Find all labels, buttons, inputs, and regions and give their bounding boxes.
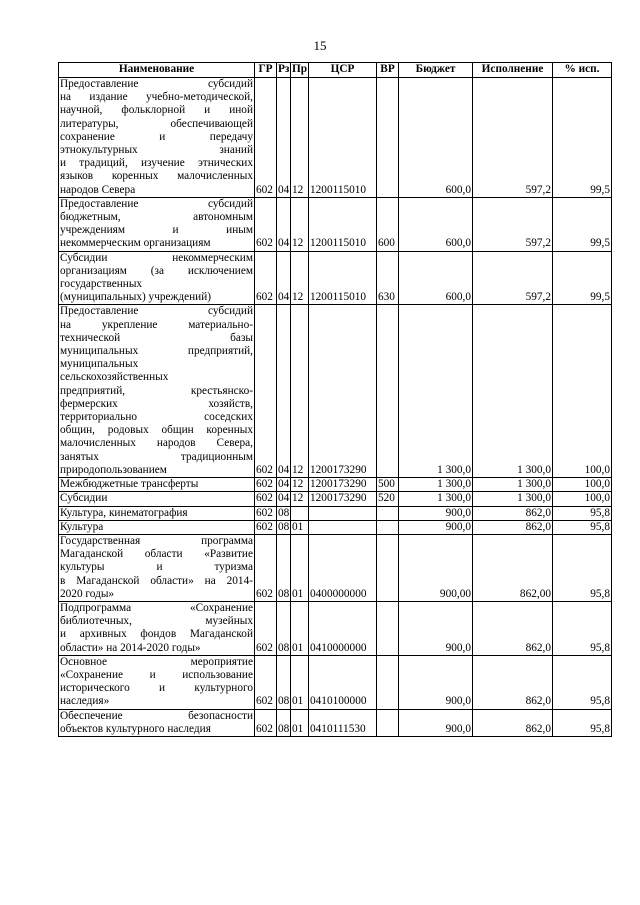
name-line: малочисленных народов Севера, xyxy=(60,437,253,450)
cell-rz: 04 xyxy=(278,478,290,491)
cell-gr: 602 xyxy=(255,478,277,492)
cell-execution: 862,0 xyxy=(473,506,553,520)
name-line: исторического и культурного xyxy=(60,682,253,695)
cell-name xyxy=(59,251,255,305)
table-row xyxy=(59,520,612,534)
cell-gr: 602 xyxy=(255,78,277,198)
cell-rz: 04 xyxy=(277,197,291,251)
cell-gr: 602 xyxy=(255,506,277,520)
header-vr: ВР xyxy=(377,63,399,78)
cell-csr xyxy=(309,520,377,534)
cell-name xyxy=(59,709,255,736)
name-line: некоммерческим организациям xyxy=(60,237,211,250)
cell-pr: 12 xyxy=(291,251,309,305)
name-line: Субсидии xyxy=(60,492,108,505)
cell-percent: 99,5 xyxy=(553,78,612,198)
cell-name xyxy=(59,305,255,478)
name-line: муниципальных xyxy=(60,358,139,371)
cell-gr: 602 xyxy=(255,305,277,478)
cell-execution: 1 300,0 xyxy=(473,478,553,492)
header-pr: Пр xyxy=(291,63,309,78)
cell-csr: 0400000000 xyxy=(309,534,377,601)
cell-name xyxy=(59,197,255,251)
name-line: государственных xyxy=(60,278,143,291)
name-line: организациям (за исключением xyxy=(60,264,253,277)
cell-rz: 08 xyxy=(277,709,291,736)
name-line: и традиций, изучение этнических xyxy=(60,157,253,170)
name-line: общин, родовых общин коренных xyxy=(60,424,253,437)
name-line: Подпрограмма «Сохранение xyxy=(60,601,253,614)
name-line: 2020 годы» xyxy=(60,587,115,600)
cell-gr: 602 xyxy=(255,197,277,251)
cell-gr: 602 xyxy=(255,534,277,601)
table-row xyxy=(59,534,612,601)
cell-vr xyxy=(377,305,399,478)
cell-pr xyxy=(291,506,309,520)
cell-vr xyxy=(377,534,399,601)
cell-vr xyxy=(377,601,399,655)
cell-percent: 99,5 xyxy=(553,197,612,251)
cell-vr: 520 xyxy=(377,492,399,506)
name-line: и архивных фондов Магаданской xyxy=(60,628,253,641)
cell-vr xyxy=(377,78,399,198)
name-line: фермерских хозяйств, xyxy=(60,397,253,410)
cell-budget: 900,00 xyxy=(399,534,473,601)
cell-pr: 12 xyxy=(291,197,309,251)
cell-gr: 602 xyxy=(255,492,277,506)
cell-csr: 0410000000 xyxy=(309,601,377,655)
name-line: языков коренных малочисленных xyxy=(60,170,253,183)
name-line: в Магаданской области» на 2014- xyxy=(60,574,253,587)
cell-percent: 95,8 xyxy=(553,534,612,601)
name-line: Предоставление субсидий xyxy=(60,305,253,318)
cell-budget: 900,0 xyxy=(399,506,473,520)
cell-execution: 597,2 xyxy=(473,251,553,305)
cell-name xyxy=(59,520,255,534)
cell-name xyxy=(59,492,255,506)
cell-pr: 12 xyxy=(291,78,309,198)
name-line: на укрепление материально- xyxy=(60,318,253,331)
header-execution: Исполнение xyxy=(473,63,553,78)
cell-rz: 08 xyxy=(277,534,291,601)
cell-name xyxy=(59,506,255,520)
cell-pr: 01 xyxy=(291,655,309,709)
cell-rz: 08 xyxy=(277,655,291,709)
cell-budget: 1 300,0 xyxy=(399,478,473,492)
cell-gr: 602 xyxy=(255,655,277,709)
name-line: Межбюджетные трансферты xyxy=(60,478,199,491)
cell-percent: 95,8 xyxy=(553,601,612,655)
cell-csr: 1200115010 xyxy=(309,251,377,305)
name-line: бюджетным, автономным xyxy=(60,211,253,224)
name-line: Субсидии некоммерческим xyxy=(60,251,253,264)
cell-percent: 100,0 xyxy=(553,305,612,478)
cell-pr: 12 xyxy=(291,478,309,492)
cell-execution: 862,0 xyxy=(473,655,553,709)
cell-name xyxy=(59,655,255,709)
cell-execution: 862,0 xyxy=(473,709,553,736)
cell-csr: 0410100000 xyxy=(309,655,377,709)
name-line: этнокультурных знаний xyxy=(60,144,253,157)
cell-pr: 01 xyxy=(291,709,309,736)
cell-name xyxy=(59,478,255,492)
cell-budget: 600,0 xyxy=(399,78,473,198)
table-row xyxy=(59,305,612,478)
cell-budget: 1 300,0 xyxy=(399,492,473,506)
cell-execution: 862,0 xyxy=(473,520,553,534)
table-row xyxy=(59,78,612,198)
cell-budget: 900,0 xyxy=(399,520,473,534)
name-line: Магаданской области «Развитие xyxy=(60,548,253,561)
name-line: занятых традиционным xyxy=(60,450,253,463)
cell-csr: 1200115010 xyxy=(309,197,377,251)
name-line: «Сохранение и использование xyxy=(60,668,253,681)
cell-rz: 04 xyxy=(277,251,291,305)
cell-rz: 08 xyxy=(277,601,291,655)
cell-csr: 1200173290 xyxy=(309,478,377,492)
cell-rz: 04 xyxy=(277,305,291,478)
table-row xyxy=(59,506,612,520)
cell-pr: 12 xyxy=(291,305,309,478)
name-line: (муниципальных) учреждений) xyxy=(60,291,212,304)
name-line: культуры и туризма xyxy=(60,561,253,574)
name-line: Основное мероприятие xyxy=(60,655,253,668)
name-line: сельскохозяйственных xyxy=(60,371,169,384)
cell-pr: 01 xyxy=(291,520,309,534)
cell-vr xyxy=(377,709,399,736)
name-line: области» на 2014-2020 годы» xyxy=(60,641,201,654)
cell-budget: 900,0 xyxy=(399,655,473,709)
cell-percent: 95,8 xyxy=(553,506,612,520)
name-line: наследия» xyxy=(60,695,110,708)
table-header-row xyxy=(59,63,612,78)
cell-rz: 08 xyxy=(278,506,290,519)
header-percent: % исп. xyxy=(553,63,612,78)
cell-budget: 600,0 xyxy=(399,251,473,305)
cell-name xyxy=(59,534,255,601)
cell-execution: 862,0 xyxy=(473,601,553,655)
name-line: объектов культурного наследия xyxy=(60,722,211,735)
cell-name xyxy=(59,78,255,198)
cell-vr: 600 xyxy=(377,197,399,251)
header-gr: ГР xyxy=(255,63,277,78)
cell-percent: 99,5 xyxy=(553,251,612,305)
budget-execution-table xyxy=(58,62,612,737)
name-line: на издание учебно-методической, xyxy=(60,91,253,104)
name-line: Предоставление субсидий xyxy=(60,197,253,210)
table-row xyxy=(59,478,612,492)
table-row xyxy=(59,197,612,251)
name-line: природопользованием xyxy=(60,463,167,476)
name-line: научной, фольклорной и иной xyxy=(60,104,253,117)
cell-csr: 0410111530 xyxy=(309,709,377,736)
table-row xyxy=(59,655,612,709)
cell-vr xyxy=(377,520,399,534)
cell-execution: 862,00 xyxy=(473,534,553,601)
header-name: Наименование xyxy=(59,63,255,78)
table-row xyxy=(59,251,612,305)
name-line: литературы, обеспечивающей xyxy=(60,117,253,130)
name-line: территориально соседских xyxy=(60,411,253,424)
name-line: учреждениям и иным xyxy=(60,224,253,237)
page-number: 15 xyxy=(313,38,327,53)
name-line: предприятий, крестьянско- xyxy=(60,384,253,397)
table-row xyxy=(59,709,612,736)
name-line: сохранение и передачу xyxy=(60,130,253,143)
cell-vr xyxy=(377,506,399,520)
cell-name xyxy=(59,601,255,655)
cell-gr: 602 xyxy=(255,251,277,305)
cell-rz: 08 xyxy=(278,520,290,533)
name-line: Предоставление субсидий xyxy=(60,78,253,90)
name-line: Культура, кинематография xyxy=(60,506,188,519)
name-line: библиотечных, музейных xyxy=(60,615,253,628)
cell-rz: 04 xyxy=(277,78,291,198)
cell-percent: 100,0 xyxy=(553,492,612,506)
cell-gr: 602 xyxy=(255,601,277,655)
cell-csr: 1200115010 xyxy=(309,78,377,198)
cell-budget: 900,0 xyxy=(399,709,473,736)
cell-pr: 01 xyxy=(291,601,309,655)
cell-budget: 600,0 xyxy=(399,197,473,251)
cell-gr: 602 xyxy=(255,709,277,736)
cell-gr: 602 xyxy=(255,520,277,534)
cell-csr xyxy=(309,506,377,520)
cell-execution: 1 300,0 xyxy=(473,305,553,478)
cell-csr: 1200173290 xyxy=(309,492,377,506)
cell-execution: 597,2 xyxy=(473,197,553,251)
cell-csr: 1200173290 xyxy=(309,305,377,478)
header-rz: Рз xyxy=(277,63,291,78)
header-budget: Бюджет xyxy=(399,63,473,78)
table-row xyxy=(59,601,612,655)
cell-pr: 12 xyxy=(291,492,309,506)
table-body xyxy=(59,78,612,737)
cell-execution: 597,2 xyxy=(473,78,553,198)
cell-budget: 900,0 xyxy=(399,601,473,655)
cell-vr: 630 xyxy=(377,251,399,305)
cell-percent: 95,8 xyxy=(553,655,612,709)
table-row xyxy=(59,492,612,506)
name-line: Культура xyxy=(60,520,104,533)
cell-percent: 95,8 xyxy=(553,520,612,534)
name-line: технической базы xyxy=(60,331,253,344)
cell-execution: 1 300,0 xyxy=(473,492,553,506)
cell-percent: 100,0 xyxy=(553,478,612,492)
cell-budget: 1 300,0 xyxy=(399,305,473,478)
header-csr: ЦСР xyxy=(309,63,377,78)
name-line: муниципальных предприятий, xyxy=(60,345,253,358)
name-line: Обеспечение безопасности xyxy=(60,709,253,722)
cell-rz: 04 xyxy=(278,492,290,505)
name-line: Государственная программа xyxy=(60,534,253,547)
cell-vr: 500 xyxy=(377,478,399,492)
name-line: народов Севера xyxy=(60,183,136,196)
cell-vr xyxy=(377,655,399,709)
cell-pr: 01 xyxy=(291,534,309,601)
cell-percent: 95,8 xyxy=(553,709,612,736)
